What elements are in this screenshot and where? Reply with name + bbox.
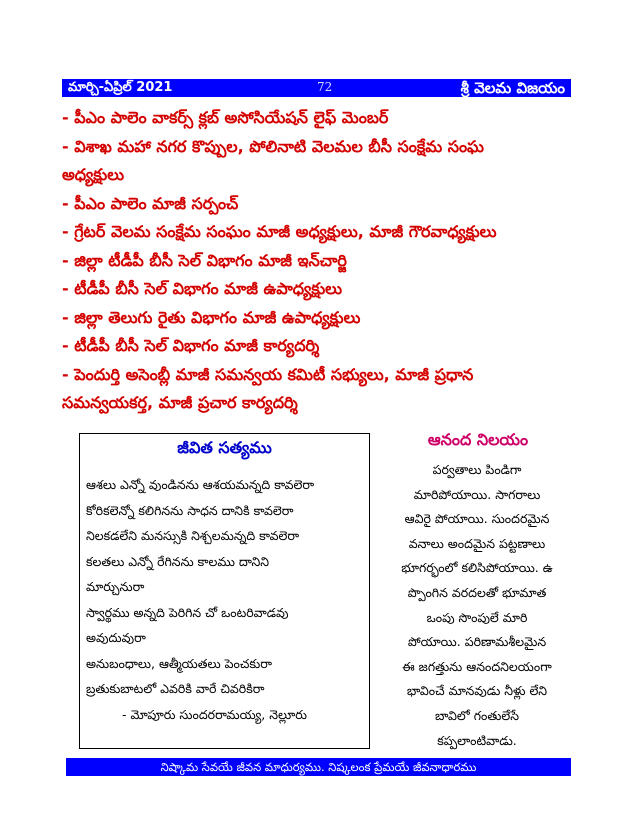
side-line: ప్పొంగిన వరదలతో భూమాత: [407, 584, 547, 600]
list-item: - టీడీపీ బీసీ సెల్ విభాగం మాజీ కార్యదర్శి: [62, 336, 320, 355]
side-line: భావించే మానవుడు నీళ్లు లేని: [406, 683, 548, 699]
list-item: సమన్వయకర్త, మాజీ ప్రచార కార్యదర్శి: [62, 393, 298, 412]
list-item: అధ్యక్షులు: [62, 165, 125, 184]
side-line: బావిలో గంతులేసే: [434, 707, 520, 723]
poem-signature: - మోపూరు సుందరరామయ్య, నెల్లూరు: [122, 706, 307, 722]
positions-list: [62, 104, 572, 418]
page-footer: [66, 758, 571, 776]
poem-title: జీవిత సత్యము: [177, 438, 272, 457]
side-line: పర్వతాలు పిండిగా: [432, 462, 522, 477]
list-item: - పెందుర్తి అసెంబ్లీ మాజీ సమన్వయ కమిటీ సభ్యులు, మాజీ ప్రధాన: [62, 364, 474, 384]
side-line: భూగర్భంలో కలిసిపోయాయి. ఉ: [401, 560, 553, 576]
poem-box: [79, 433, 370, 749]
side-article-title: ఆనంద నిలయం: [427, 430, 529, 449]
page-number: 72: [317, 80, 333, 94]
side-line: పోయాయి. పరిణామశీలమైన: [407, 634, 547, 650]
poem-line: కలతలు ఎన్నో రేగినను కాలము దానిని: [86, 553, 270, 569]
poem-line: అనుబంధాలు, ఆత్మీయతలు పెంచకురా: [86, 655, 272, 671]
poem-line: కోరికలెన్నో కలిగినను సాధన దానికి కావలెరా: [86, 502, 294, 518]
list-item: - జిల్లా టీడీపీ బీసీ సెల్ విభాగం మాజీ ఇన్‌చార్జి: [62, 250, 347, 270]
poem-line: బ్రతుకుబాటలో ఎవరికి వారే చివరికిరా: [86, 681, 265, 696]
side-line: కప్పలాంటివాడు.: [437, 732, 517, 748]
side-line: మారిపోయాయి. సాగరాలు: [413, 486, 541, 502]
poem-body: [86, 472, 366, 727]
poem-line: మార్చునురా: [86, 579, 145, 594]
issue-date: మార్చి-ఏప్రిల్ 2021: [68, 80, 173, 95]
side-line: వనాలు అందమైన పట్టణాలు: [408, 535, 546, 551]
list-item: - పీఎం పాలెం మాజీ సర్పంచ్: [62, 193, 239, 213]
page-header: [62, 79, 571, 97]
poem-line: స్వార్థము అన్నది పెరిగిన చో ఒంటరివాడవు: [86, 604, 289, 620]
side-line: ఒంపు సొంపులే మారి: [426, 609, 528, 625]
poem-line: ఆశలు ఎన్నో వుండినను ఆశయమన్నది కావలెరా: [86, 477, 315, 492]
side-line: ఆవిరై పోయాయి. సుందరమైన: [404, 511, 550, 527]
list-item: - విశాఖ మహా నగర కొప్పుల, పోలినాటి వెలమల బీసీ సంక్షేమ సంఘ: [62, 136, 484, 156]
list-item: - పీఎం పాలెం వాకర్స్ క్లబ్ అసోసియేషన్ లైఫ్ మెంబర్: [62, 108, 389, 127]
list-item: - జిల్లా తెలుగు రైతు విభాగం మాజీ ఉపాధ్యక్షులు: [62, 307, 361, 327]
poem-line: అవుదువురా: [86, 630, 146, 645]
footer-motto: నిష్కామ సేవయే జీవన మాధుర్యము. నిష్కలంక ప్రేమయే జీవనాధారము: [160, 760, 477, 774]
magazine-title: శ్రీ వెలమ విజయం: [460, 79, 565, 97]
list-item: - గ్రేటర్ వెలమ సంక్షేమ సంఘం మాజీ అధ్యక్షులు, మాజీ గౌరవాధ్యక్షులు: [62, 222, 497, 241]
side-line: ఈ జగత్తును ఆనందనిలయంగా: [402, 658, 552, 674]
poem-line: నిలకడలేని మనస్సుకి నిశ్చలమన్నది కావలెరా: [86, 528, 300, 543]
side-article-body: [382, 458, 572, 753]
list-item: - టీడీపీ బీసీ సెల్ విభాగం మాజీ ఉపాధ్యక్షులు: [62, 279, 343, 298]
